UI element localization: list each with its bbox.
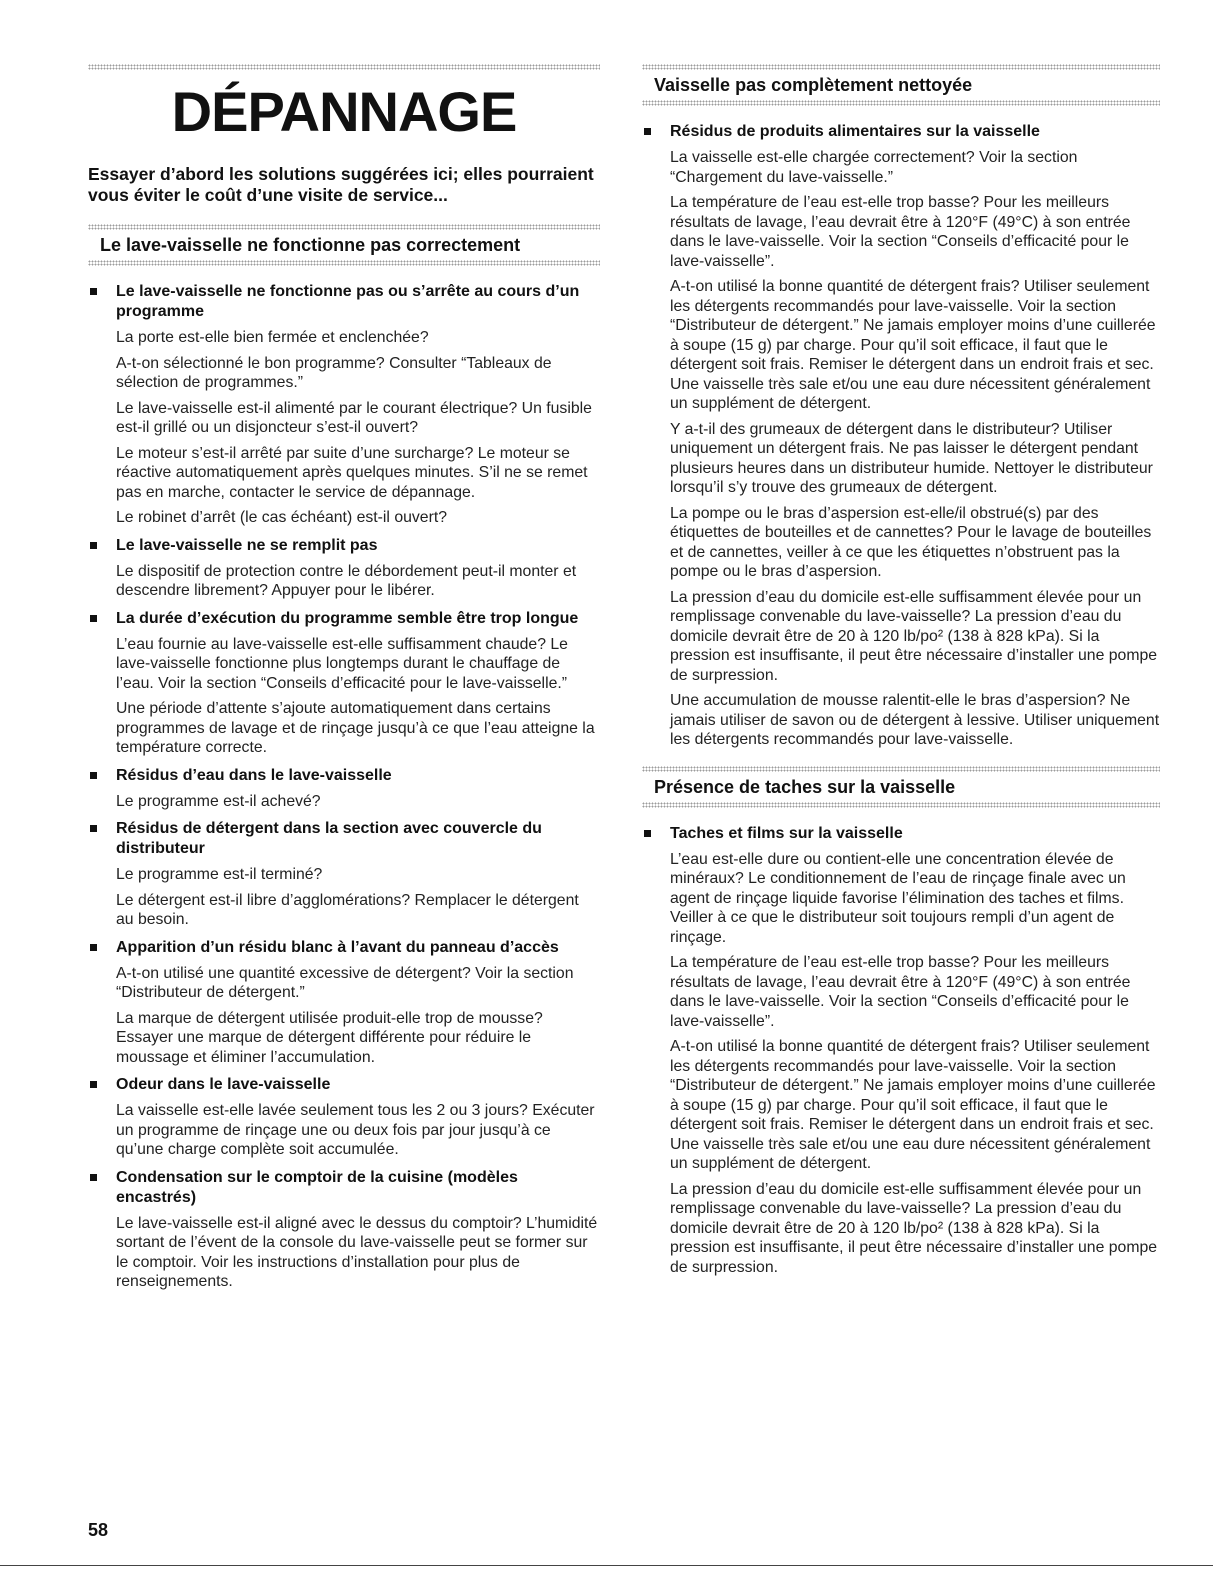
square-bullet-icon xyxy=(644,830,651,837)
list-item xyxy=(88,938,600,1068)
section-rule-bottom xyxy=(642,100,1160,106)
square-bullet-icon xyxy=(90,288,97,295)
page-title: DÉPANNAGE xyxy=(171,80,517,143)
section-spots xyxy=(642,766,1160,1278)
section-rule-top xyxy=(88,224,600,230)
item-paragraph: La porte est-elle bien fermée et enclenchée? xyxy=(116,329,429,346)
left-column xyxy=(88,64,600,1302)
item-paragraph: Le détergent est-il libre d’agglomérations? Remplacer le détergent au besoin. xyxy=(116,891,579,928)
item-title: Taches et films sur la vaisselle xyxy=(670,824,903,842)
item-paragraph: La pompe ou le bras d’aspersion est-elle/il obstrué(s) par des étiquettes de bouteilles et de cannettes? Pour le lavage de bouteilles et de cannettes, veiller à ce que les étiquettes n’obstruent pas la pompe ou le bras d’aspersion. xyxy=(670,504,1152,580)
section-title: Le lave-vaisselle ne fonctionne pas correctement xyxy=(100,235,521,255)
right-column xyxy=(642,64,1160,1287)
square-bullet-icon xyxy=(90,1174,97,1181)
item-paragraph: Le programme est-il achevé? xyxy=(116,792,321,810)
section-rule-bottom xyxy=(88,260,600,266)
item-title: Le lave-vaisselle ne fonctionne pas ou s’arrête au cours d’un programme xyxy=(116,283,580,320)
square-bullet-icon xyxy=(90,825,97,832)
item-title: Condensation sur le comptoir de la cuisine (modèles encastrés) xyxy=(116,1168,518,1206)
item-paragraph: L’eau est-elle dure ou contient-elle une concentration élevée de minéraux? Le conditionnement de l’eau de rinçage finale avec un agent de rinçage liquide favorise l’élimination des taches et films. Veiller à ce que le distributeur soit toujours rempli d’un agent de rinçage. xyxy=(670,850,1126,946)
item-paragraph: Le lave-vaisselle est-il alimenté par le courant électrique? Un fusible est-il grillé ou un disjoncteur s’est-il ouvert? xyxy=(116,399,592,436)
item-heading xyxy=(88,1168,600,1208)
item-heading xyxy=(88,1075,600,1095)
item-title: Apparition d’un résidu blanc à l’avant du panneau d’accès xyxy=(116,938,559,956)
item-list xyxy=(642,122,1160,750)
square-bullet-icon xyxy=(90,944,97,951)
item-paragraph: Le programme est-il terminé? xyxy=(116,866,323,883)
section-rule-top xyxy=(642,766,1160,772)
section-title: Présence de taches sur la vaisselle xyxy=(654,776,956,797)
section-rule-top xyxy=(642,64,1160,70)
list-item xyxy=(88,536,600,601)
page-number: 58 xyxy=(88,1520,109,1540)
item-title: La durée d’exécution du programme semble être trop longue xyxy=(116,609,579,627)
list-item xyxy=(88,282,600,528)
item-paragraph: La température de l’eau est-elle trop basse? Pour les meilleurs résultats de lavage, l’eau devrait être à 120°F (49°C) à son entrée dans le lave-vaisselle. Voir la section “Conseils d’efficacité pour le lave-vaisselle”. xyxy=(670,194,1131,270)
list-item xyxy=(88,1168,600,1292)
item-list xyxy=(642,824,1160,1278)
list-item xyxy=(88,609,600,758)
item-heading xyxy=(642,824,1160,844)
square-bullet-icon xyxy=(90,1081,97,1088)
item-paragraph: La température de l’eau est-elle trop basse? Pour les meilleurs résultats de lavage, l’eau devrait être à 120°F (49°C) à son entrée dans le lave-vaisselle. Voir la section “Conseils d’efficacité pour le lave-vaisselle”. xyxy=(670,954,1131,1030)
item-list xyxy=(88,282,600,1292)
item-paragraph: La pression d’eau du domicile est-elle suffisamment élevée pour un remplissage convenable du lave-vaisselle? La pression d’eau du domicile devrait être de 20 à 120 lb/po² (138 à 828 kPa). Si la pression est insuffisante, il peut être nécessaire d’installer une pompe de surpression. xyxy=(670,588,1158,684)
item-heading xyxy=(642,122,1160,142)
square-bullet-icon xyxy=(90,542,97,549)
list-item xyxy=(88,766,600,812)
item-paragraph: Le moteur s’est-il arrêté par suite d’une surcharge? Le moteur se réactive automatiquement après quelques minutes. S’il ne se remet pas en marche, contacter le service de dépannage. xyxy=(116,444,588,501)
item-paragraph: La marque de détergent utilisée produit-elle trop de mousse? Essayer une marque de détergent différente pour réduire le moussage et éliminer l’accumulation. xyxy=(116,1009,543,1066)
item-paragraph: Une accumulation de mousse ralentit-elle le bras d’aspersion? Ne jamais utiliser de savon ou de détergent à lessive. Utiliser uniquement les détergents recommandés pour lave-vaisselle. xyxy=(670,692,1160,748)
item-paragraph: Le dispositif de protection contre le débordement peut-il monter et descendre librement? Appuyer pour le libérer. xyxy=(116,562,577,599)
intro-text: Essayer d’abord les solutions suggérées ici; elles pourraient vous éviter le coût d’une visite de service... xyxy=(88,164,594,205)
item-paragraph: Le lave-vaisselle est-il aligné avec le dessus du comptoir? L’humidité sortant de l’évent de la console du lave-vaisselle peut se former sur le comptoir. Voir les instructions d’installation pour plus de renseignements. xyxy=(116,1214,598,1290)
section-not-clean xyxy=(642,64,1160,750)
item-paragraph: Y a-t-il des grumeaux de détergent dans le distributeur? Utiliser uniquement un détergent frais. Ne pas laisser le détergent pendant plusieurs heures dans un distributeur humide. Nettoyer le distributeur lorsqu’il s’y trouve des grumeaux de détergent. xyxy=(670,420,1153,496)
item-paragraph: Le robinet d’arrêt (le cas échéant) est-il ouvert? xyxy=(116,509,448,526)
square-bullet-icon xyxy=(90,772,97,779)
list-item xyxy=(642,824,1160,1278)
item-heading xyxy=(88,282,600,322)
item-paragraph: A-t-on utilisé la bonne quantité de détergent frais? Utiliser seulement les détergents recommandés pour lave-vaisselle. Voir la section “Distributeur de détergent.” Ne jamais employer moins d’une cuillerée à soupe (15 g) par charge. Pour qu’il soit efficace, il faut que le détergent soit frais. Remiser le détergent dans un endroit frais et sec. Une vaisselle très sale et/ou une eau dure nécessitent généralement un supplément de détergent. xyxy=(670,278,1156,412)
item-title: Odeur dans le lave-vaisselle xyxy=(116,1076,331,1093)
item-title: Résidus de détergent dans la section avec couvercle du distributeur xyxy=(116,820,542,857)
item-paragraph: Une période d’attente s’ajoute automatiquement dans certains programmes de lavage et de rinçage jusqu’à ce que l’eau atteigne la température correcte. xyxy=(116,700,595,756)
list-item xyxy=(88,1075,600,1160)
item-title: Le lave-vaisselle ne se remplit pas xyxy=(116,536,378,554)
item-paragraph: L’eau fournie au lave-vaisselle est-elle suffisamment chaude? Le lave-vaisselle fonctionne plus longtemps durant le chauffage de l’eau. Voir la section “Conseils d’efficacité pour le lave-vaisselle.” xyxy=(116,635,568,692)
section-title: Vaisselle pas complètement nettoyée xyxy=(654,75,973,95)
list-item xyxy=(88,819,600,930)
item-paragraph: La vaisselle est-elle lavée seulement tous les 2 ou 3 jours? Exécuter un programme de rinçage une ou deux fois par jour jusqu’à ce qu’une charge complète soit accumulée. xyxy=(116,1102,595,1158)
item-paragraph: A-t-on utilisé la bonne quantité de détergent frais? Utiliser seulement les détergents recommandés pour lave-vaisselle. Voir la section “Distributeur de détergent.” Ne jamais employer moins d’une cuillerée à soupe (15 g) par charge. Pour qu’il soit efficace, il faut que le détergent soit frais. Remiser le détergent dans un endroit frais et sec. Une vaisselle très sale et/ou une eau dure nécessitent généralement un supplément de détergent. xyxy=(670,1038,1156,1172)
item-heading xyxy=(88,938,600,958)
item-heading xyxy=(88,609,600,629)
section-not-working xyxy=(88,224,600,1292)
list-item xyxy=(642,122,1160,750)
item-paragraph: A-t-on utilisé une quantité excessive de détergent? Voir la section “Distributeur de détergent.” xyxy=(116,964,574,1001)
square-bullet-icon xyxy=(90,615,97,622)
square-bullet-icon xyxy=(644,128,651,135)
top-dotted-rule xyxy=(88,64,600,70)
item-title: Résidus de produits alimentaires sur la vaisselle xyxy=(670,123,1040,140)
item-paragraph: La vaisselle est-elle chargée correctement? Voir la section “Chargement du lave-vaisselle.” xyxy=(670,149,1078,186)
section-rule-bottom xyxy=(642,802,1160,808)
item-heading xyxy=(88,536,600,556)
item-paragraph: A-t-on sélectionné le bon programme? Consulter “Tableaux de sélection de programmes.” xyxy=(116,354,552,391)
item-heading xyxy=(88,819,600,859)
bottom-rule xyxy=(0,1565,1213,1566)
item-heading xyxy=(88,766,600,786)
item-paragraph: La pression d’eau du domicile est-elle suffisamment élevée pour un remplissage convenable du lave-vaisselle? La pression d’eau du domicile devrait être de 20 à 120 lb/po² (138 à 828 kPa). Si la pression est insuffisante, il peut être nécessaire d’installer une pompe de surpression. xyxy=(670,1180,1158,1276)
item-title: Résidus d’eau dans le lave-vaisselle xyxy=(116,766,392,784)
